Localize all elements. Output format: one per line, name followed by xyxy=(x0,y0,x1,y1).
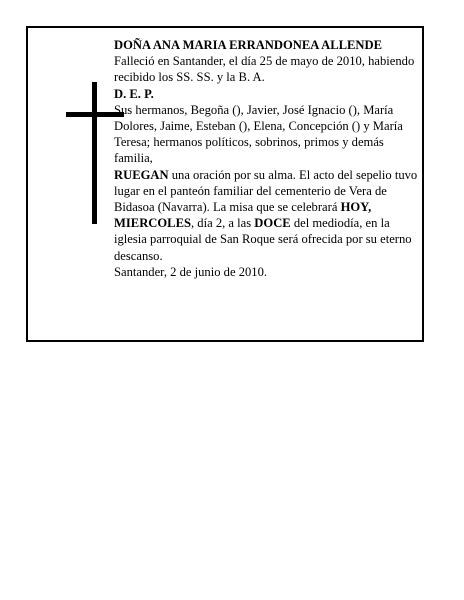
family-line: Sus hermanos, Begoña (), Javier, José Ignacio (), María Dolores, Jaime, Esteban (), Elena, Concepción () y María Teresa; hermanos políticos, sobrinos, primos y demás familia, xyxy=(114,102,403,166)
death-line: Falleció en Santander, el día 25 de mayo de 2010, habiendo recibido los SS. SS. y la B. A. xyxy=(114,54,415,85)
cross-vertical-bar xyxy=(92,82,97,224)
mass-time: DOCE xyxy=(254,216,291,231)
deceased-name: DOÑA ANA MARIA ERRANDONEA ALLENDE xyxy=(114,38,383,52)
ruegan-word: RUEGAN xyxy=(114,167,169,182)
request-paragraph xyxy=(114,167,419,264)
request-text-1: una oración por su alma. El acto del sepelio tuvo lugar en el panteón familiar del cementerio de Vera de Bidasoa (Navarra). La misa que se celebrará xyxy=(114,167,418,215)
request-text-3: del mediodía, en la iglesia parroquial de San Roque será ofrecida por su eterno descanso. xyxy=(114,216,412,263)
rip-line: D. E. P. xyxy=(114,86,154,101)
place-date: Santander, 2 de junio de 2010. xyxy=(114,264,268,279)
obituary-text xyxy=(114,37,419,280)
mass-day: HOY, MIERCOLES xyxy=(114,200,372,231)
request-text-2: , día 2, a las xyxy=(190,216,255,231)
